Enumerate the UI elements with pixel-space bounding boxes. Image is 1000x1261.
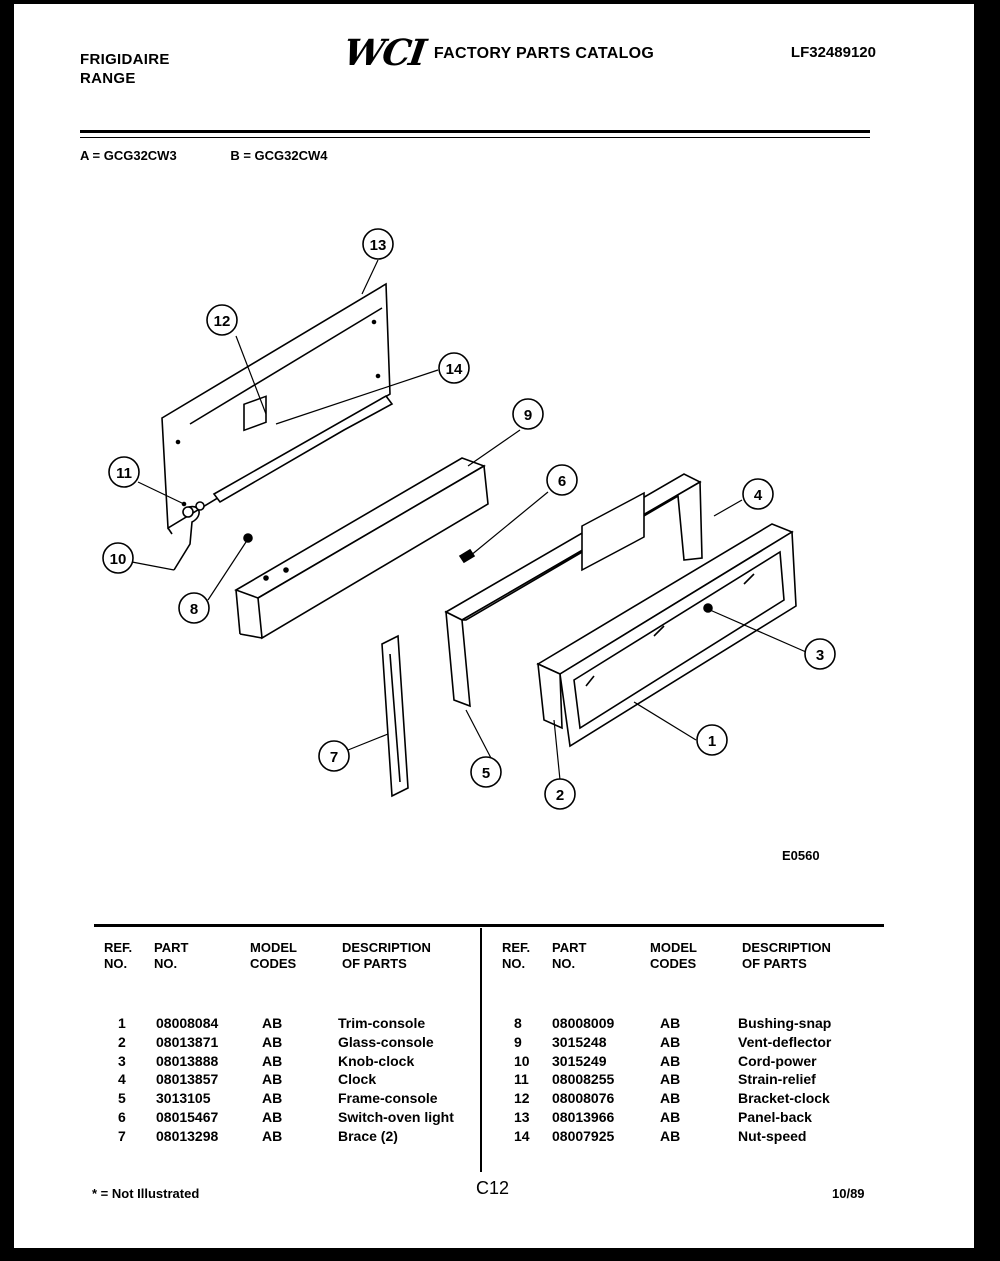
cell-model: AB: [660, 1015, 681, 1031]
cell-desc: Switch-oven light: [338, 1109, 454, 1125]
revision-date: 10/89: [832, 1186, 865, 1201]
callout-14: [439, 353, 469, 383]
svg-text:4: 4: [753, 487, 763, 504]
header-model-right: MODEL CODES: [650, 940, 697, 971]
cell-part: 08013871: [156, 1033, 219, 1050]
cell-ref: 10: [514, 1052, 530, 1069]
catalog-title: FACTORY PARTS CATALOG: [433, 45, 655, 62]
cell-ref: 3: [118, 1052, 126, 1069]
svg-text:11: 11: [116, 465, 132, 482]
cell-model: AB: [262, 1071, 283, 1088]
cell-ref: 8: [514, 1015, 522, 1031]
cell-ref: 6: [118, 1109, 126, 1125]
cell-model: AB: [262, 1127, 283, 1144]
cell-desc: Vent-deflector: [738, 1033, 832, 1050]
cell-model: AB: [660, 1127, 681, 1144]
svg-text:8: 8: [189, 601, 199, 618]
cell-model: AB: [660, 1090, 681, 1107]
callout-1: [697, 725, 727, 755]
cell-model: AB: [262, 1052, 283, 1069]
callout-7: [319, 741, 349, 771]
cell-model: AB: [660, 1052, 681, 1069]
table-top-rule: [94, 924, 884, 927]
cell-part: 08008084: [156, 1015, 219, 1031]
brand-name: FRIGIDAIRE: [80, 51, 170, 68]
callout-9: [513, 399, 543, 429]
cell-ref: 4: [118, 1071, 126, 1088]
svg-text:6: 6: [557, 473, 567, 490]
footnote: * = Not Illustrated: [92, 1186, 200, 1201]
cell-ref: 11: [514, 1071, 529, 1088]
cell-ref: 14: [514, 1127, 530, 1144]
header-desc: DESCRIPTION OF PARTS: [342, 940, 431, 971]
svg-text:5: 5: [481, 765, 491, 782]
cell-desc: Nut-speed: [738, 1127, 807, 1144]
callout-6: [547, 465, 577, 495]
callout-11: [109, 457, 139, 487]
cell-desc: Bracket-clock: [738, 1090, 830, 1107]
trim-console-drawing: [538, 524, 796, 746]
svg-text:3: 3: [815, 647, 825, 664]
cell-part: 08013298: [156, 1127, 219, 1144]
cell-ref: 13: [514, 1109, 530, 1125]
table-divider: [480, 928, 482, 1172]
cell-model: AB: [660, 1109, 681, 1125]
svg-text:2: 2: [555, 787, 565, 804]
cell-part: 08007925: [552, 1127, 615, 1144]
cell-part: 3015249: [552, 1052, 607, 1069]
cell-part: 3013105: [156, 1090, 211, 1107]
cell-part: 3015248: [552, 1033, 607, 1050]
brace-drawing: [382, 636, 408, 796]
svg-text:7: 7: [329, 749, 339, 766]
model-b: B = GCG32CW4: [230, 148, 328, 163]
cell-desc: Cord-power: [738, 1052, 817, 1069]
header-part-right: PART NO.: [552, 940, 587, 971]
cell-part: 08013857: [156, 1071, 219, 1088]
svg-text:9: 9: [523, 407, 533, 424]
product-type: RANGE: [80, 70, 136, 87]
callout-13: [363, 229, 393, 259]
cell-ref: 1: [118, 1015, 126, 1031]
cell-model: AB: [660, 1071, 681, 1088]
cell-desc: Knob-clock: [338, 1052, 415, 1069]
cell-model: AB: [262, 1015, 283, 1031]
callout-4: [743, 479, 773, 509]
cell-desc: Panel-back: [738, 1109, 812, 1125]
cell-ref: 5: [118, 1090, 126, 1107]
switch-drawing: [460, 550, 474, 562]
cell-desc: Frame-console: [338, 1090, 438, 1107]
exploded-diagram: [14, 4, 974, 904]
cell-ref: 12: [514, 1090, 530, 1107]
header-desc-right: DESCRIPTION OF PARTS: [742, 940, 831, 971]
cell-part: 08013888: [156, 1052, 219, 1069]
page-number: C12: [476, 1178, 510, 1198]
bushing-drawing: [244, 534, 252, 542]
cell-part: 08008076: [552, 1090, 615, 1107]
svg-text:1: 1: [707, 733, 717, 750]
cell-desc: Brace (2): [338, 1127, 398, 1144]
svg-text:12: 12: [213, 313, 231, 330]
cell-part: 08013966: [552, 1109, 615, 1125]
cell-ref: 9: [514, 1033, 522, 1050]
cell-model: AB: [262, 1109, 283, 1125]
cell-desc: Strain-relief: [738, 1071, 816, 1088]
svg-text:13: 13: [369, 237, 387, 254]
cell-part: 08008009: [552, 1015, 615, 1031]
cell-desc: Trim-console: [338, 1015, 426, 1031]
cell-desc: Clock: [338, 1071, 377, 1088]
catalog-page: [14, 4, 974, 1248]
cell-model: AB: [262, 1033, 283, 1050]
svg-text:10: 10: [109, 551, 127, 568]
callout-5: [471, 757, 501, 787]
model-a: A = GCG32CW3: [80, 148, 177, 163]
callout-10: [103, 543, 133, 573]
cell-ref: 2: [118, 1033, 126, 1050]
callout-2: [545, 779, 575, 809]
wci-logo: WCI: [341, 32, 427, 74]
diagram-code: E0560: [782, 848, 820, 863]
callout-12: [207, 305, 237, 335]
cell-part: 08008255: [552, 1071, 615, 1088]
cell-model: AB: [262, 1090, 283, 1107]
header-part: PART NO.: [154, 940, 189, 971]
cell-desc: Glass-console: [338, 1033, 434, 1050]
cell-ref: 7: [118, 1127, 126, 1144]
cell-model: AB: [660, 1033, 681, 1050]
cell-desc: Bushing-snap: [738, 1015, 832, 1031]
panel-back-drawing: [162, 284, 390, 534]
header-ref: REF. NO.: [104, 940, 133, 971]
callout-8: [179, 593, 209, 623]
cell-part: 08015467: [156, 1109, 219, 1125]
header-model: MODEL CODES: [250, 940, 297, 971]
callout-3: [805, 639, 835, 669]
svg-text:14: 14: [445, 361, 463, 378]
catalog-number: LF32489120: [790, 44, 876, 61]
header-ref-right: REF. NO.: [502, 940, 531, 971]
